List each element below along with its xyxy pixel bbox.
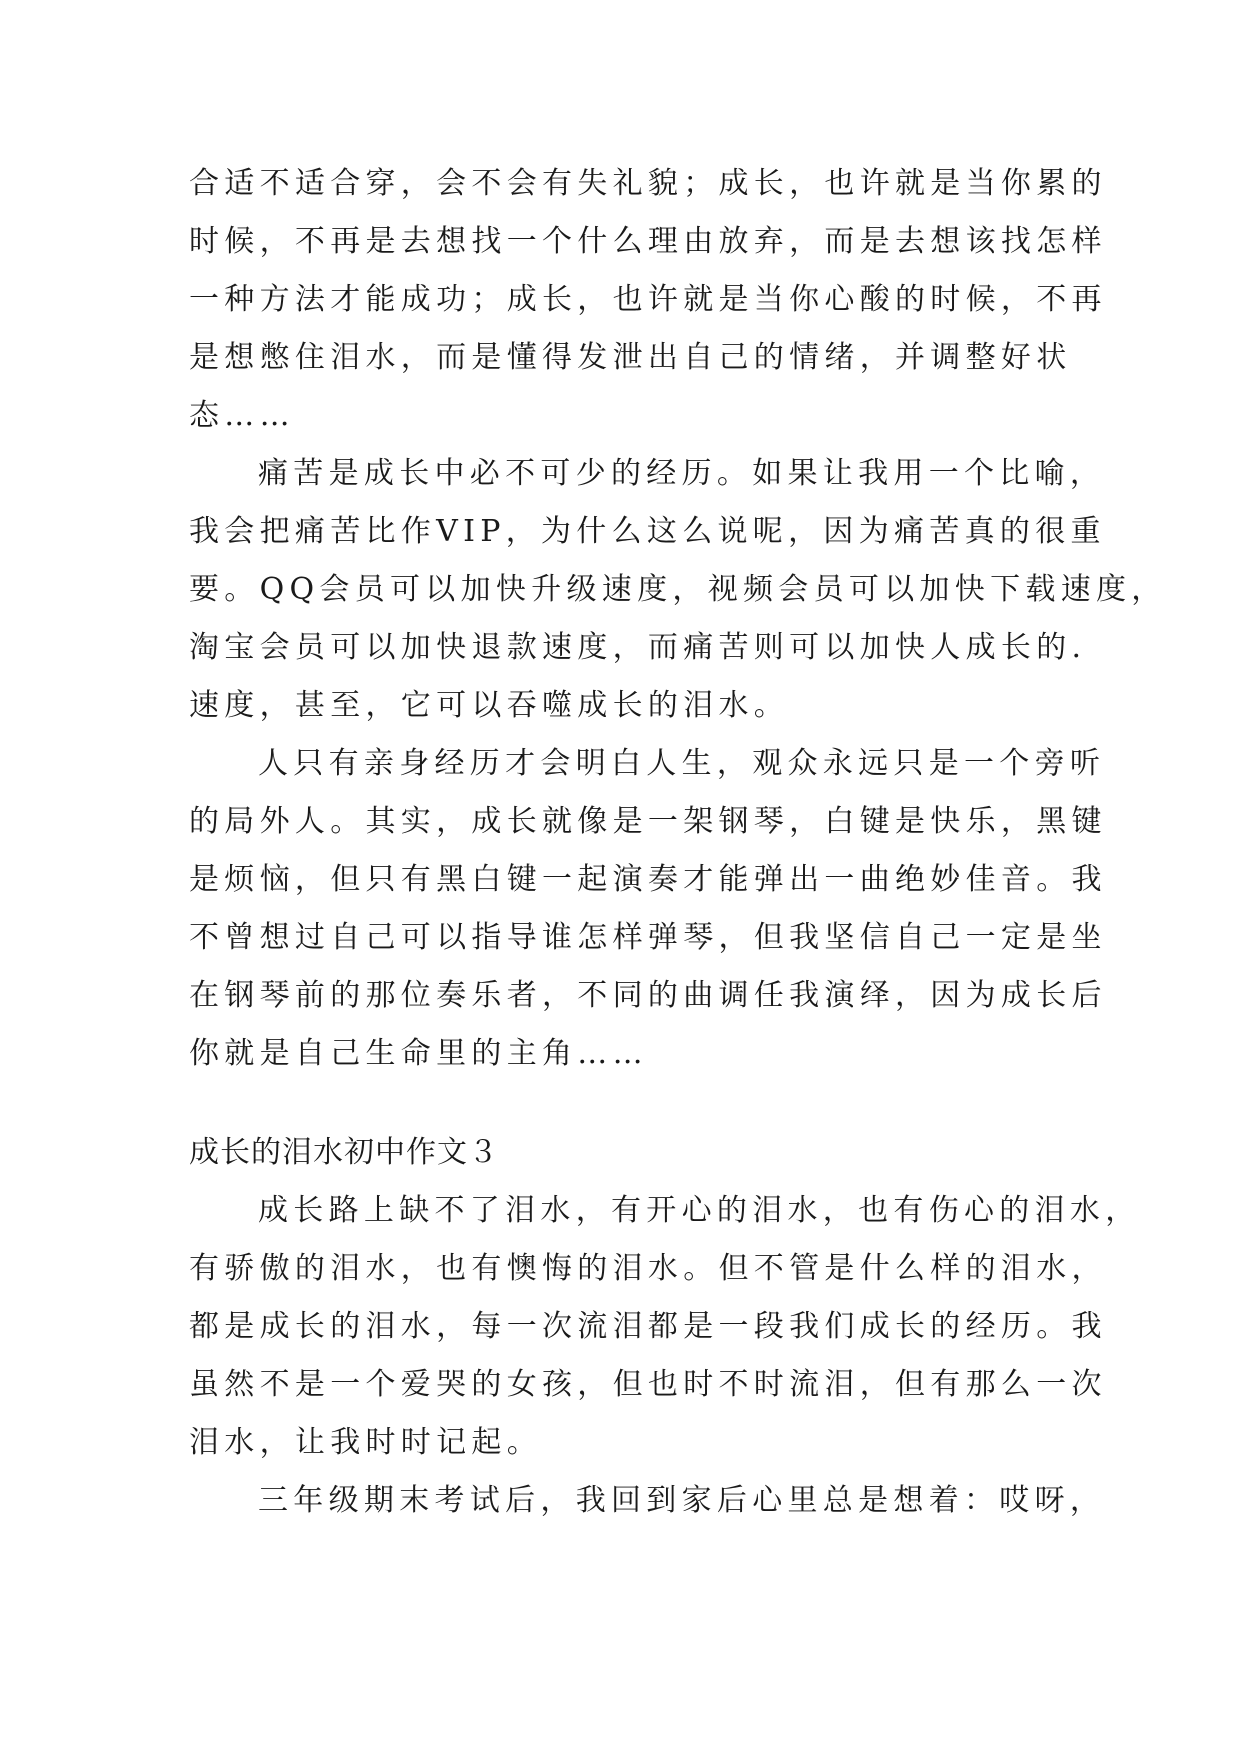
text-line: 三年级期末考试后，我回到家后心里总是想着：哎呀，	[258, 1483, 1106, 1518]
text-line: 有骄傲的泪水，也有懊悔的泪水。但不管是什么样的泪水，	[189, 1251, 1107, 1286]
text-line: 虽然不是一个爱哭的女孩，但也时不时流泪，但有那么一次	[189, 1367, 1107, 1402]
text-line: 痛苦是成长中必不可少的经历。如果让我用一个比喻，	[258, 456, 1106, 491]
text-line: 是烦恼，但只有黑白键一起演奏才能弹出一曲绝妙佳音。我	[189, 862, 1107, 897]
text-line: 都是成长的泪水，每一次流泪都是一段我们成长的经历。我	[189, 1309, 1107, 1344]
text-line: 一种方法才能成功；成长，也许就是当你心酸的时候，不再	[189, 282, 1107, 317]
text-line: 成长路上缺不了泪水，有开心的泪水，也有伤心的泪水，	[258, 1193, 1141, 1228]
text-line: 速度，甚至，它可以吞噬成长的泪水。	[189, 688, 790, 723]
text-line: 淘宝会员可以加快退款速度，而痛苦则可以加快人成长的.	[189, 630, 1087, 665]
text-line: 人只有亲身经历才会明白人生，观众永远只是一个旁听	[258, 746, 1106, 781]
text-line: 合适不适合穿，会不会有失礼貌；成长，也许就是当你累的	[189, 166, 1107, 201]
text-line: 态……	[189, 398, 295, 433]
text-line: 不曾想过自己可以指导谁怎样弹琴，但我坚信自己一定是坐	[189, 920, 1107, 955]
text-line: 要。QQ会员可以加快升级速度，视频会员可以加快下载速度，	[189, 572, 1167, 607]
text-line: 的局外人。其实，成长就像是一架钢琴，白键是快乐，黑键	[189, 804, 1107, 839]
text-line: 泪水，让我时时记起。	[189, 1425, 542, 1460]
text-line: 我会把痛苦比作VIP，为什么这么说呢，因为痛苦真的很重	[189, 514, 1106, 549]
text-line: 你就是自己生命里的主角……	[189, 1036, 648, 1071]
text-line: 在钢琴前的那位奏乐者，不同的曲调任我演绎，因为成长后	[189, 978, 1107, 1013]
text-line: 是想憋住泪水，而是懂得发泄出自己的情绪，并调整好状	[189, 340, 1072, 375]
section-heading: 成长的泪水初中作文３	[189, 1135, 499, 1170]
text-line: 时候，不再是去想找一个什么理由放弃，而是去想该找怎样	[189, 224, 1107, 259]
